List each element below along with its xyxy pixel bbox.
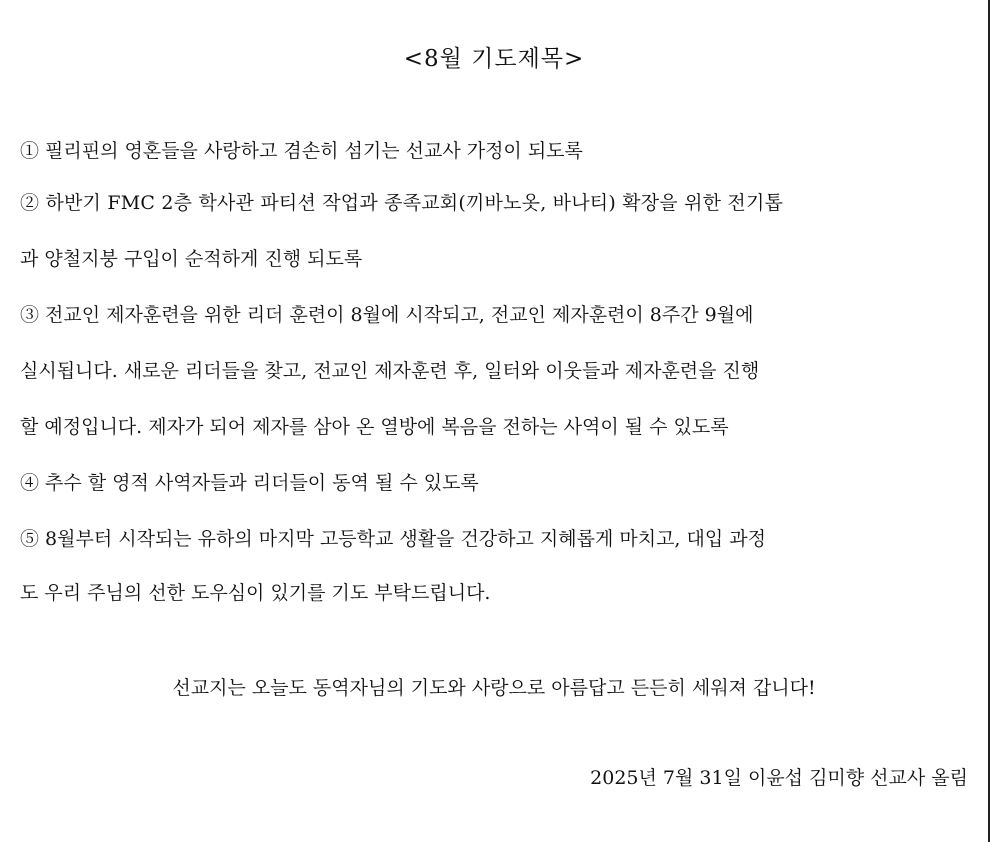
closing-message: 선교지는 오늘도 동역자님의 기도와 사랑으로 아름답고 든든히 세워져 갑니다!	[172, 677, 816, 699]
prayer-item-5: ⑤ 8월부터 시작되는 유하의 마지막 고등학교 생활을 건강하고 지혜롭게 마치고, 대입 과정	[20, 528, 766, 550]
prayer-item-3: ③ 전교인 제자훈련을 위한 리더 훈련이 8월에 시작되고, 전교인 제자훈련이 8주간 9월에	[20, 304, 754, 326]
page-title: <8월 기도제목>	[403, 46, 585, 72]
prayer-item-4: ④ 추수 할 영적 사역자들과 리더들이 동역 될 수 있도록	[20, 472, 479, 494]
prayer-item-2: ② 하반기 FMC 2층 학사관 파티션 작업과 종족교회(끼바노옷, 바나티) 확장을 위한 전기톱	[20, 192, 784, 214]
prayer-item-3-continued: 실시됩니다. 새로운 리더들을 찾고, 전교인 제자훈련 후, 일터와 이웃들과 제자훈련을 진행	[20, 360, 760, 382]
prayer-item-3-continued-2: 할 예정입니다. 제자가 되어 제자를 삼아 온 열방에 복음을 전하는 사역이 될 수 있도록	[20, 416, 729, 438]
signature: 2025년 7월 31일 이윤섭 김미향 선교사 올림	[590, 767, 968, 789]
prayer-item-1: ① 필리핀의 영혼들을 사랑하고 겸손히 섬기는 선교사 가정이 되도록	[20, 140, 583, 162]
prayer-item-2-continued: 과 양철지붕 구입이 순적하게 진행 되도록	[20, 248, 363, 270]
page-border-line	[988, 0, 990, 842]
prayer-item-5-continued: 도 우리 주님의 선한 도우심이 있기를 기도 부탁드립니다.	[20, 582, 491, 604]
